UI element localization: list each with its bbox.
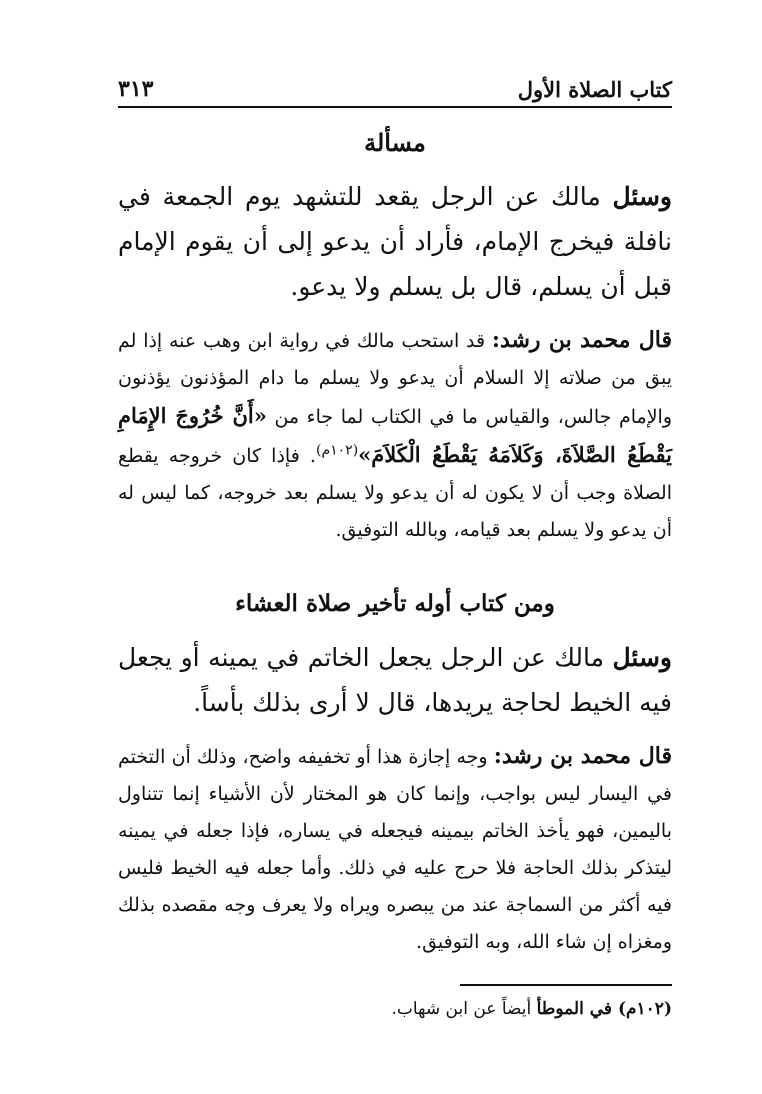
page-header	[118, 62, 672, 108]
section-heading-chapter: ومن كتاب أوله تأخير صلاة العشاء	[235, 590, 555, 617]
footnote-lead: (١٠٢م) في الموطأ	[536, 999, 672, 1019]
book-title: كتاب الصلاة الأول	[517, 77, 672, 102]
footnote-text: أيضاً عن ابن شهاب.	[391, 999, 537, 1019]
section-heading-masala: مسألة	[364, 128, 426, 157]
answer-body-part2: . فإذا كان خروجه يقطع الصلاة وجب أن لا يكون له أن يدعو ولا يسلم بعد خروجه، كما ليس له أن يدعو ولا يسلم بعد قيامه، وبالله التوفيق.	[118, 445, 672, 541]
answer-lead: قال محمد بن رشد:	[493, 743, 672, 769]
footnote-divider	[460, 984, 672, 986]
question-paragraph-2	[118, 635, 672, 725]
answer-lead: قال محمد بن رشد:	[491, 327, 673, 353]
answer-paragraph-2	[118, 738, 672, 961]
answer-body: وجه إجازة هذا أو تخفيفه واضح، وذلك أن التختم في اليسار ليس بواجب، وإنما كان هو المختار لأن الأشياء إنما تتناول باليمين، فهو يأخذ الخاتم بيمينه فيجعله في يساره، فإذا جعله في يمينه ليتذكر بذلك الحاجة فلا حرج عليه في ذلك. وأما جعله فيه الخيط فليس فيه أكثر من السماجة عند من يبصره ويراه ولا يعرف وجه مقصده بذلك ومغزاه إن شاء الله، وبه التوفيق.	[118, 746, 672, 953]
hadith-quote: «أَنَّ خُرُوجَ الإِمَامِ يَقْطَعُ الصَّلاَةَ، وَكَلاَمَهُ يَقْطَعُ الْكَلاَمَ»	[118, 403, 673, 467]
footnote-reference: (١٠٢م)	[315, 442, 359, 459]
page-number: ٣١٣	[118, 76, 154, 102]
question-lead: وسئل	[612, 182, 672, 211]
answer-paragraph-1	[118, 322, 672, 549]
question-lead: وسئل	[612, 643, 672, 672]
question-paragraph-1	[118, 174, 672, 309]
question-body: مالك عن الرجل يجعل الخاتم في يمينه أو يجعل فيه الخيط لحاجة يريدها، قال لا أرى بذلك بأساً.	[118, 643, 672, 717]
question-body: مالك عن الرجل يقعد للتشهد يوم الجمعة في نافلة فيخرج الإمام، فأراد أن يدعو إلى أن يقوم الإمام قبل أن يسلم، قال بل يسلم ولا يدعو.	[118, 182, 672, 301]
footnote	[118, 994, 672, 1024]
answer-body-part1: قد استحب مالك في رواية ابن وهب عنه إذا لم يبق من صلاته إلا السلام أن يدعو ولا يسلم ما دام المؤذنون يؤذنون والإمام جالس، والقياس ما في الكتاب لما جاء من	[118, 330, 672, 428]
